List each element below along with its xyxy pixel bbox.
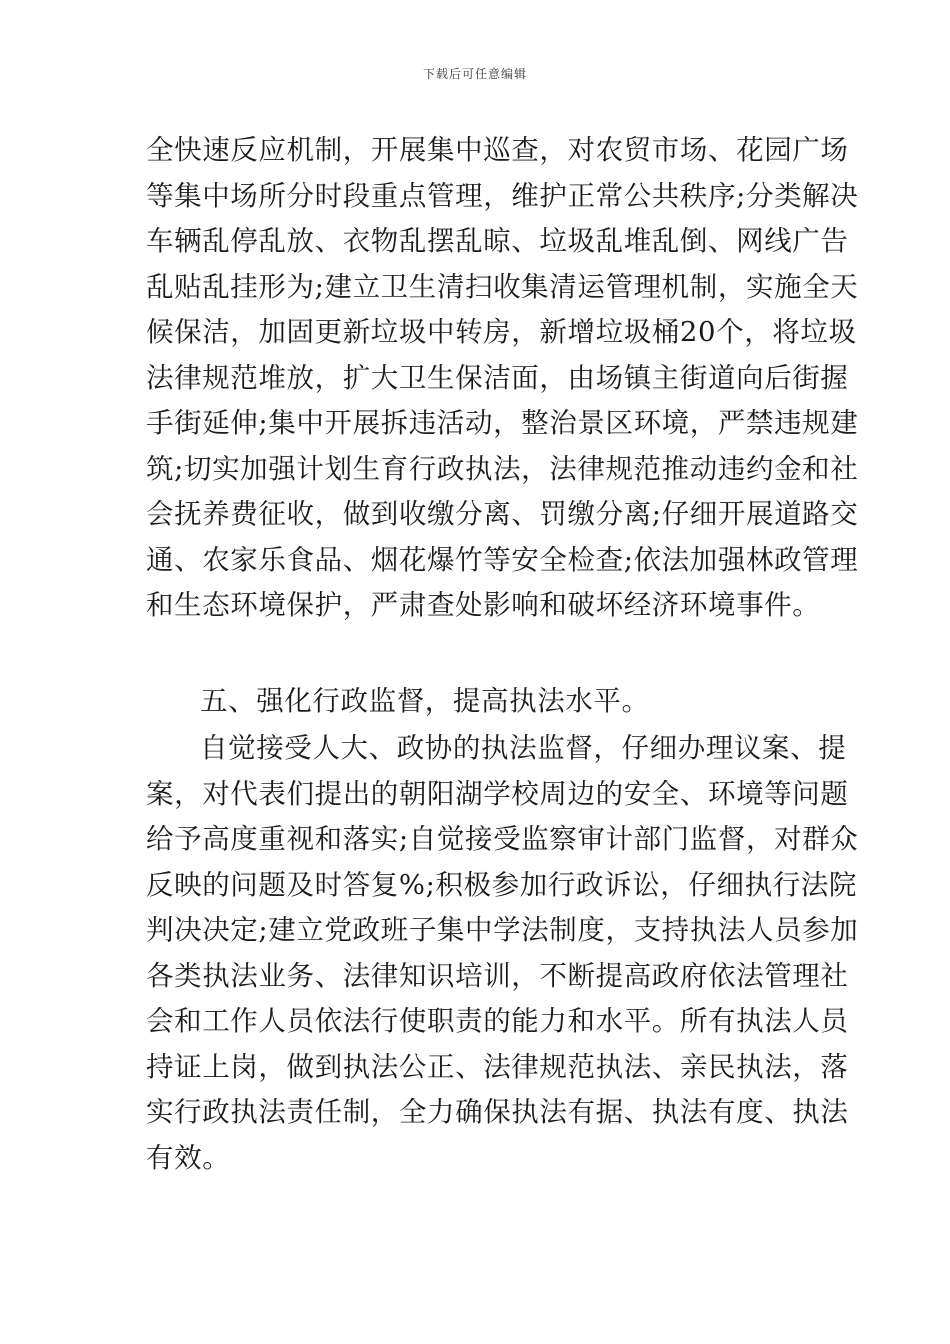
text-line: 通、农家乐食品、烟花爆竹等安全检查;依法加强林政管理 [146,543,859,576]
text-line: 车辆乱停乱放、衣物乱摆乱晾、垃圾乱堆乱倒、网线广告 [146,225,849,257]
text-line: 会抚养费征收，做到收缴分离、罚缴分离;仔细开展道路交 [146,498,859,530]
section-heading-text: 五、强化行政监督，提高执法水平。 [200,685,650,717]
page-header: 下载后可任意编辑 [422,67,527,81]
text-line: 手街延伸;集中开展拆违活动，整治景区环境，严禁违规建 [146,407,859,439]
text-line: 给予高度重视和落实;自觉接受监察审计部门监督，对群众 [146,823,859,855]
text-line: 会和工作人员依法行使职责的能力和水平。所有执法人员 [146,1005,849,1037]
paragraph-2 [146,726,859,1181]
text-line: 各类执法业务、法律知识培训，不断提高政府依法管理社 [146,959,849,992]
section-heading-5 [146,679,806,725]
text-line: 等集中场所分时段重点管理，维护正常公共秩序;分类解决 [146,179,859,212]
paragraph-1 [146,128,859,629]
text-line: 反映的问题及时答复%;积极参加行政诉讼，仔细执行法院 [146,868,857,901]
text-line: 案，对代表们提出的朝阳湖学校周边的安全、环境等问题 [146,777,849,810]
text-line: 自觉接受人大、政协的执法监督，仔细办理议案、提 [200,732,847,764]
text-line: 判决决定;建立党政班子集中学法制度，支持执法人员参加 [146,914,859,946]
text-line: 和生态环境保护，严肃查处影响和破坏经济环境事件。 [146,589,821,621]
text-line: 实行政执法责任制，全力确保执法有据、执法有度、执法 [146,1096,849,1128]
text-line: 有效。 [146,1141,231,1174]
text-line: 全快速反应机制，开展集中巡查，对农贸市场、花园广场 [146,134,849,166]
text-line: 候保洁，加固更新垃圾中转房，新增垃圾桶20个，将垃圾 [146,316,857,348]
text-line: 乱贴乱挂形为;建立卫生清扫收集清运管理机制，实施全天 [146,270,859,303]
text-line: 法律规范堆放，扩大卫生保洁面，由场镇主街道向后街握 [146,361,849,394]
text-line: 持证上岗，做到执法公正、法律规范执法、亲民执法，落 [146,1050,849,1083]
text-line: 筑;切实加强计划生育行政执法，法律规范推动违约金和社 [146,452,859,485]
